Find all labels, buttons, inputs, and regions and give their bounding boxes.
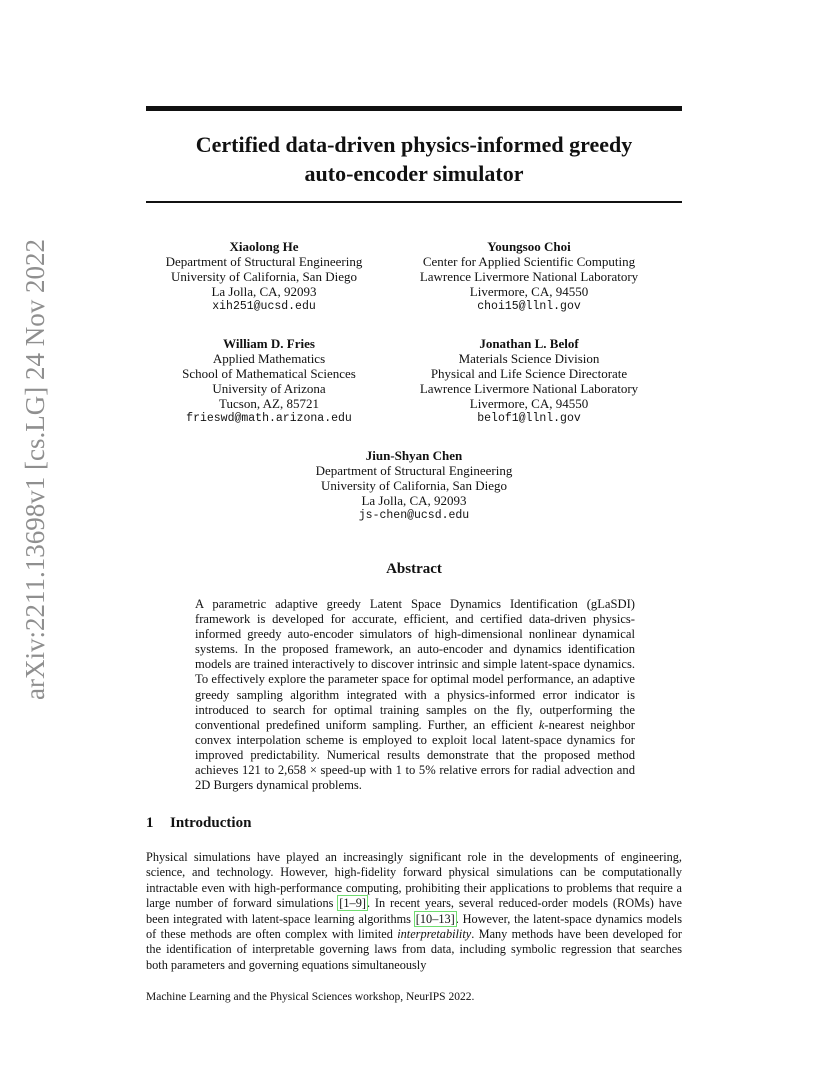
author-address: La Jolla, CA, 92093 bbox=[211, 283, 317, 299]
abstract-heading: Abstract bbox=[386, 561, 442, 577]
author-block bbox=[406, 240, 652, 315]
author-block bbox=[406, 337, 652, 426]
title-line-1: Certified data-driven physics-informed greedy bbox=[195, 132, 633, 157]
paper-title bbox=[146, 130, 682, 188]
author-affiliation: Applied Mathematics bbox=[212, 350, 326, 366]
author-affiliation: Materials Science Division bbox=[458, 350, 600, 366]
author-name: Youngsoo Choi bbox=[487, 239, 571, 254]
author-name: William D. Fries bbox=[223, 336, 315, 351]
author-email[interactable]: choi15@llnl.gov bbox=[477, 299, 581, 313]
author-address: Tucson, AZ, 85721 bbox=[219, 395, 319, 411]
author-email[interactable]: frieswd@math.arizona.edu bbox=[186, 411, 352, 425]
abstract-text: A parametric adaptive greedy Latent Space Dynamics Identification (gLaSDI) framework is developed for accurate, efficient, and certified data-driven physics-informed greedy auto-encoder simulators of high-dimensional nonlinear dynamical systems. In the proposed framework, an auto-encoder and dynamics identification models are trained interactively to discover intrinsic and simple latent-space dynamics. To effectively explore the parameter space for optimal model performance, an adaptive greedy sampling algorithm integrated with a physics-informed error indicator is introduced to search for optimal training samples on the fly, outperforming the conventional predefined uniform sampling. Further, an efficient k-nearest neighbor convex interpolation scheme is employed to exploit local latent-space dynamics for improved predictability. Numerical results demonstrate that the proposed method achieves 121 to 2,658 × speed-up with 1 to 5% relative errors for radial advection and 2D Burgers dynamical problems. bbox=[195, 597, 635, 793]
author-address: Livermore, CA, 94550 bbox=[469, 395, 589, 411]
author-affiliation: University of Arizona bbox=[212, 380, 326, 396]
introduction-text: Physical simulations have played an increasingly significant role in the developments of engineering, science, and technology. However, high-fidelity forward physical simulations can be computationally intractable even with high-performance computing, prohibiting their applications to problems that require a large number of forward simulations [1–9]. In recent years, several reduced-order models (ROMs) have been integrated with latent-space learning algorithms [10–13]. However, the latent-space dynamics models of these methods are often complex with limited interpretability. Many methods have been developed for the identification of interpretable governing laws from data, including symbolic regression that searches both parameters and governing equations simultaneously bbox=[146, 850, 683, 972]
section-number: 1 bbox=[146, 815, 154, 831]
author-address: La Jolla, CA, 92093 bbox=[361, 492, 467, 508]
author-block bbox=[146, 240, 382, 315]
author-affiliation: Department of Structural Engineering bbox=[165, 253, 363, 269]
k-symbol: k bbox=[538, 717, 545, 732]
author-affiliation: Lawrence Livermore National Laboratory bbox=[419, 268, 639, 284]
citation-link[interactable]: [10–13] bbox=[415, 911, 455, 926]
author-affiliation: University of California, San Diego bbox=[321, 477, 507, 493]
author-block bbox=[296, 449, 532, 524]
author-address: Livermore, CA, 94550 bbox=[469, 283, 589, 299]
author-name: Xiaolong He bbox=[229, 239, 299, 254]
author-name: Jiun-Shyan Chen bbox=[365, 448, 463, 463]
title-top-rule bbox=[146, 106, 682, 111]
author-email[interactable]: js-chen@ucsd.edu bbox=[358, 508, 470, 522]
arxiv-identifier-stamp bbox=[14, 239, 54, 700]
emphasis-text: interpretability bbox=[397, 927, 472, 942]
author-affiliation: Department of Structural Engineering bbox=[315, 462, 513, 478]
author-affiliation: Lawrence Livermore National Laboratory bbox=[419, 380, 639, 396]
author-affiliation: School of Mathematical Sciences bbox=[182, 365, 356, 381]
author-email[interactable]: belof1@llnl.gov bbox=[477, 411, 581, 425]
author-email[interactable]: xih251@ucsd.edu bbox=[212, 299, 316, 313]
author-block bbox=[156, 337, 382, 426]
arxiv-identifier-text: arXiv:2211.13698v1 [cs.LG] 24 Nov 2022 bbox=[20, 239, 50, 700]
author-name: Jonathan L. Belof bbox=[479, 336, 579, 351]
page-footer: Machine Learning and the Physical Sciences workshop, NeurIPS 2022. bbox=[146, 991, 475, 1003]
author-affiliation: University of California, San Diego bbox=[171, 268, 357, 284]
section-heading bbox=[146, 815, 251, 832]
citation-link[interactable]: [1–9] bbox=[339, 896, 366, 911]
title-bottom-rule bbox=[146, 201, 682, 203]
section-title: Introduction bbox=[170, 815, 252, 831]
title-line-2: auto-encoder simulator bbox=[304, 161, 524, 186]
author-affiliation: Physical and Life Science Directorate bbox=[430, 365, 628, 381]
author-affiliation: Center for Applied Scientific Computing bbox=[422, 253, 636, 269]
